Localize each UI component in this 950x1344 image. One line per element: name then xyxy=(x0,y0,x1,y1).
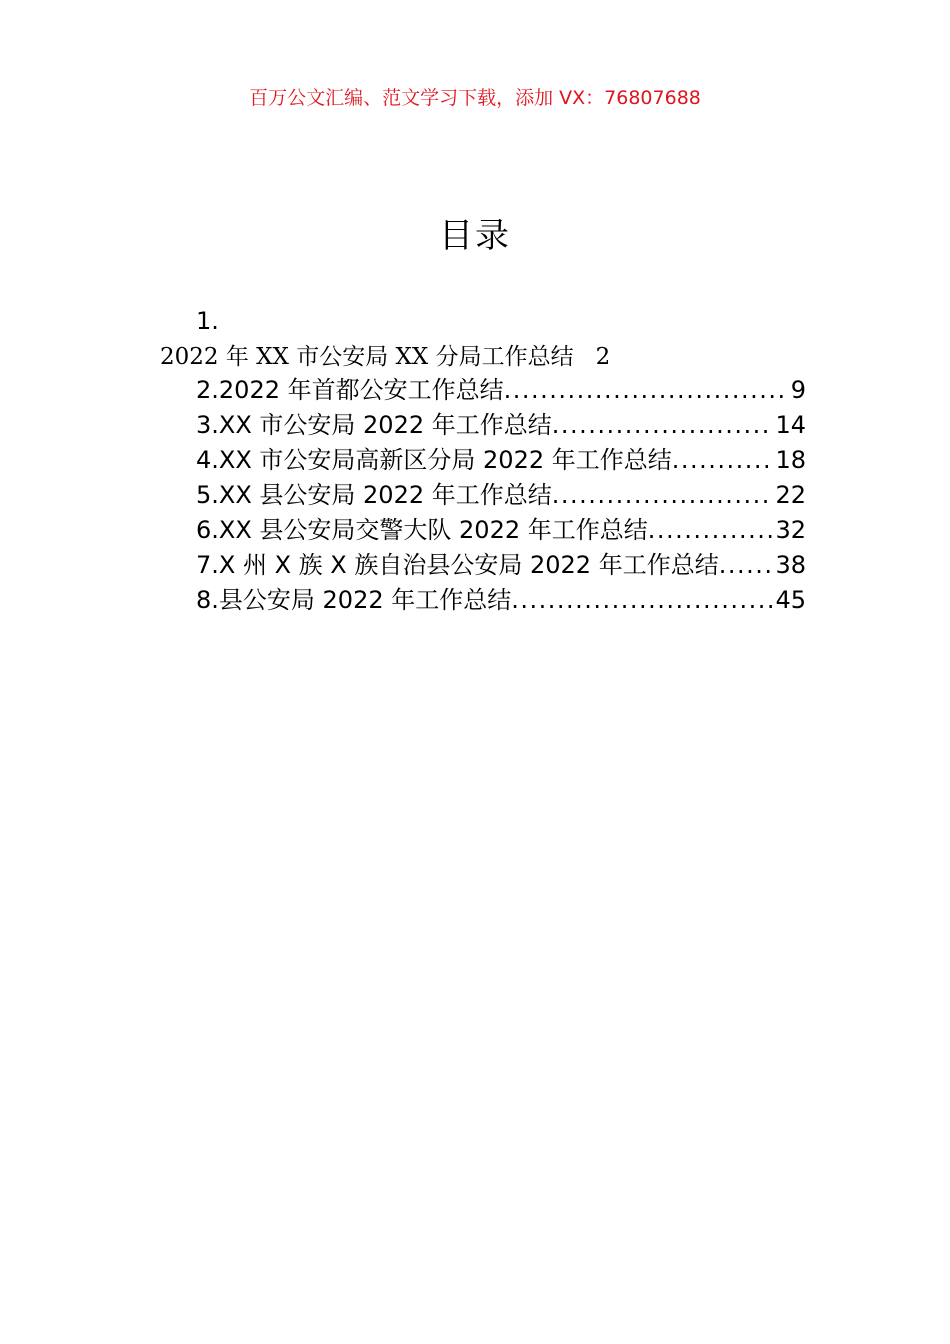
toc-leader-dots xyxy=(648,513,774,548)
toc-entry-title: 4.XX 市公安局高新区分局 2022 年工作总结 xyxy=(196,446,672,474)
toc-entry-title: 3.XX 市公安局 2022 年工作总结 xyxy=(196,411,552,439)
toc-entry-2[interactable] xyxy=(196,373,806,408)
toc-leader-dots xyxy=(504,373,789,408)
toc-leader-dots xyxy=(672,443,774,478)
toc-leader-dots xyxy=(719,548,774,583)
toc-entry-6[interactable] xyxy=(196,513,806,548)
toc-entry-page: 38 xyxy=(775,551,806,579)
toc-entry-4[interactable] xyxy=(196,443,806,478)
toc-entry-page: 9 xyxy=(790,376,806,404)
toc-leader-dots xyxy=(552,478,774,513)
toc-entry-title: 8.县公安局 2022 年工作总结 xyxy=(196,586,512,614)
toc-entry-title: 5.XX 县公安局 2022 年工作总结 xyxy=(196,481,552,509)
toc-entry-title: 7.X 州 X 族 X 族自治县公安局 2022 年工作总结 xyxy=(196,551,719,579)
toc-entry-page: 14 xyxy=(775,411,806,439)
toc-entry-page: 32 xyxy=(775,516,806,544)
toc-list xyxy=(196,373,806,618)
toc-leader-dots xyxy=(511,583,773,618)
toc-entry-1[interactable] xyxy=(160,340,610,374)
toc-entry-title: 2.2022 年首都公安工作总结 xyxy=(196,376,504,404)
toc-entry-7[interactable] xyxy=(196,548,806,583)
toc-entry-page: 22 xyxy=(775,481,806,509)
toc-entry-1-number[interactable]: 1. xyxy=(196,307,219,335)
toc-leader-dots xyxy=(552,408,774,443)
toc-title: 目录 xyxy=(439,216,511,256)
toc-entry-3[interactable] xyxy=(196,408,806,443)
toc-entry-8[interactable] xyxy=(196,583,806,618)
toc-entry-title: 6.XX 县公安局交警大队 2022 年工作总结 xyxy=(196,516,648,544)
toc-entry-1-page: 2 xyxy=(595,344,611,370)
toc-entry-page: 45 xyxy=(775,586,806,614)
toc-entry-1-title: 2022 年 XX 市公安局 XX 分局工作总结 xyxy=(160,344,574,370)
toc-entry-page: 18 xyxy=(775,446,806,474)
toc-entry-5[interactable] xyxy=(196,478,806,513)
header-note: 百万公文汇编、范文学习下载，添加 VX：76807688 xyxy=(249,87,701,109)
